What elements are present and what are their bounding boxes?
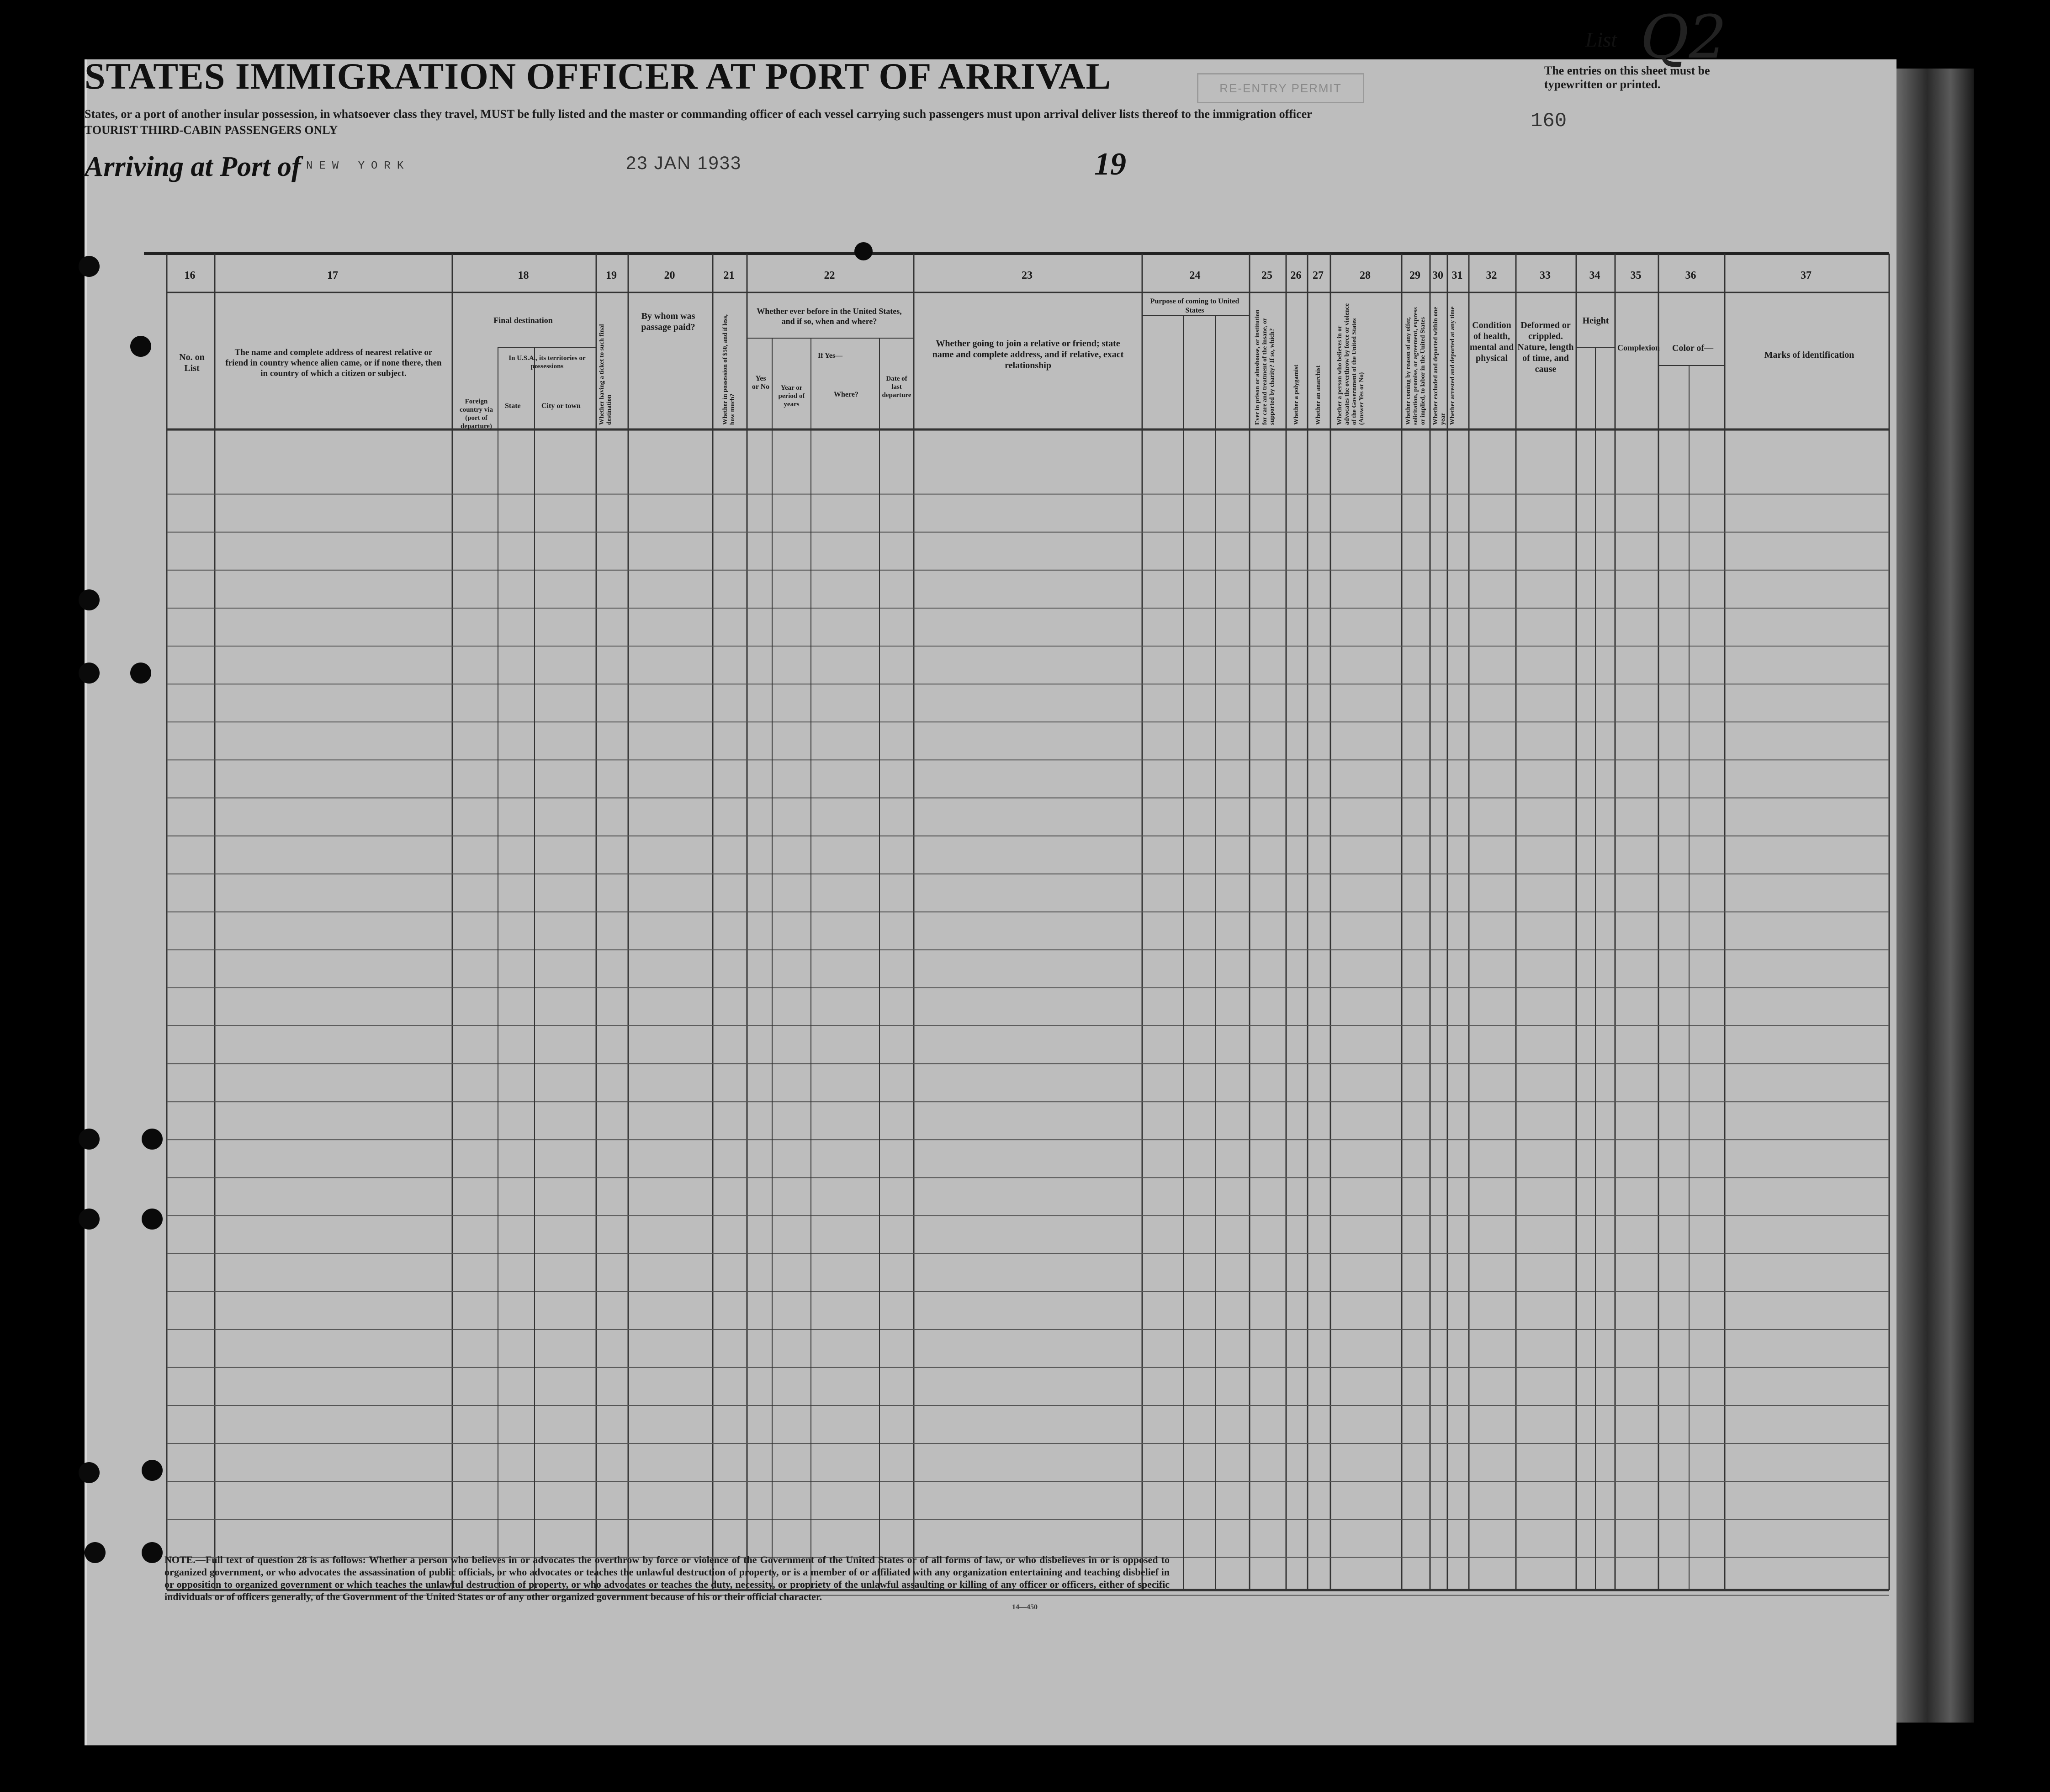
binding-hole-icon	[85, 1542, 106, 1563]
form-title: STATES IMMIGRATION OFFICER AT PORT OF ARRIVAL	[85, 55, 1112, 97]
binding-hole-icon	[79, 256, 100, 277]
column-number: 26	[1290, 270, 1302, 281]
column-number: 22	[824, 270, 835, 281]
column-number: 21	[723, 270, 735, 281]
arrival-date-stamp: 23 JAN 1933	[626, 153, 742, 173]
column-header-rotated: Whether coming by reason of any offer, solicitation, promise, or agreement, express or implied, to labor in the United States	[1405, 307, 1426, 425]
list-label: List	[1585, 28, 1617, 51]
column-header: Marks of identification	[1764, 350, 1854, 360]
column-header-rotated: Whether having a ticket to such final destination	[599, 324, 613, 425]
column-header-rotated: Whether a polygamist	[1293, 365, 1300, 425]
question-28-note: NOTE.—Full text of question 28 is as follows: Whether a person who believes in or advocates the overthrow by force or violence of the Government of the United States or of all forms of law, or who disbelieves in or is opposed to organized government, or who advocates the assassination of public officials, or who advocates or teaches the unlawful destruction of property, or is a member of or affiliated with any organization entertaining and teaching disbelief in or opposition to organized government or which teaches the unlawful destruction of property, or who advocates or teaches the duty, necessity, or propriety of the unlawful assaulting or killing of any officer or officers, either of specific individuals or of officers generally, of the Government of the United States or of any other organized government because of his or their official character.	[164, 1554, 1170, 1602]
binding-hole-icon	[130, 663, 151, 684]
column-header: Height	[1582, 316, 1609, 326]
binding-hole-icon	[142, 1542, 163, 1563]
column-header: The name and complete address of nearest relative or friend in country whence alien came, or if none there, then in country of which a citizen or subject.	[225, 348, 442, 378]
column-header-rotated: Ever in prison or almshouse, or institution for care and treatment of the insane, or supported by charity? If so, which?	[1254, 309, 1276, 425]
reentry-permit-stamp: RE-ENTRY PERMIT	[1197, 73, 1364, 103]
column-header: Whether going to join a relative or friend; state name and complete address, and if relative, exact relationship	[932, 339, 1124, 371]
arriving-label: Arriving at Port of	[85, 151, 301, 182]
page-number: 160	[1531, 110, 1567, 133]
column-subheader: Yes or No	[752, 375, 770, 391]
column-number: 37	[1801, 270, 1812, 281]
binding-hole-icon	[79, 1209, 100, 1230]
column-number: 35	[1630, 270, 1642, 281]
binding-hole-icon	[854, 242, 873, 260]
column-subheader: Date of last departure	[882, 375, 911, 399]
column-number: 24	[1189, 270, 1201, 281]
binding-hole-icon	[79, 589, 100, 610]
column-header: Purpose of coming to United States	[1150, 297, 1240, 314]
column-header: Color of—	[1672, 343, 1714, 353]
column-header-rotated: Whether an anarchist	[1315, 365, 1322, 425]
column-subheader: Year or period of years	[778, 384, 805, 408]
column-header: Whether ever before in the United States, and if so, when and where?	[757, 307, 902, 326]
column-header-rotated: Whether arrested and deported at any time	[1449, 306, 1456, 425]
binding-hole-icon	[79, 663, 100, 684]
column-number: 28	[1360, 270, 1371, 281]
column-subheader: Foreign country via (port of departure)	[460, 398, 493, 430]
column-subheader: In U.S.A., its territories or possessions	[509, 355, 586, 370]
column-subheader: Where?	[834, 391, 858, 398]
port-value: NEW YORK	[306, 160, 410, 172]
entries-note: The entries on this sheet must be typewritten or printed.	[1544, 64, 1710, 91]
column-number: 25	[1261, 270, 1272, 281]
column-number: 19	[606, 270, 617, 281]
column-number: 31	[1451, 270, 1463, 281]
year-prefix: 19	[1094, 147, 1126, 182]
column-header: Condition of health, mental and physical	[1469, 320, 1514, 363]
form-id: 14—450	[1012, 1603, 1038, 1611]
column-header: Complexion	[1617, 343, 1660, 352]
column-number: 27	[1313, 270, 1324, 281]
column-header: Deformed or crippled. Nature, length of time, and cause	[1517, 320, 1574, 374]
column-number: 16	[184, 270, 196, 281]
column-header-rotated: Whether in possession of $50, and if less, how much?	[722, 314, 736, 425]
passenger-class-line: TOURIST THIRD-CABIN PASSENGERS ONLY	[85, 123, 338, 137]
column-number: 30	[1432, 270, 1443, 281]
column-number: 18	[518, 270, 529, 281]
column-number: 33	[1540, 270, 1551, 281]
column-number: 20	[664, 270, 675, 281]
column-header: Final destination	[493, 316, 553, 325]
list-number: Q2	[1640, 2, 1727, 72]
column-header: No. on List	[179, 352, 205, 373]
binding-hole-icon	[79, 1129, 100, 1150]
column-header-rotated: Whether a person who believes in or advocates the overthrow by force or violence of the Government of the United States (Answer Yes or No)	[1336, 303, 1365, 425]
binding-hole-icon	[142, 1209, 163, 1230]
column-number: 34	[1589, 270, 1600, 281]
binding-hole-icon	[130, 336, 151, 357]
column-subheader: If Yes—	[818, 352, 843, 360]
column-number: 36	[1685, 270, 1696, 281]
column-header: By whom was passage paid?	[641, 311, 695, 332]
column-header-rotated: Whether excluded and deported within one year	[1432, 307, 1446, 425]
column-number: 32	[1486, 270, 1497, 281]
form-subtitle: States, or a port of another insular possession, in whatsoever class they travel, MUST be fully listed and the master or commanding officer of each vessel carrying such passengers must upon arrival deliver lists thereof to the immigration officer	[85, 107, 1312, 121]
column-number: 29	[1409, 270, 1420, 281]
binding-hole-icon	[142, 1129, 163, 1150]
column-subheader: City or town	[541, 402, 581, 410]
binding-hole-icon	[142, 1460, 163, 1481]
column-subheader: State	[505, 402, 521, 410]
column-number: 23	[1022, 270, 1033, 281]
column-number: 17	[327, 270, 338, 281]
binding-hole-icon	[79, 1462, 100, 1483]
